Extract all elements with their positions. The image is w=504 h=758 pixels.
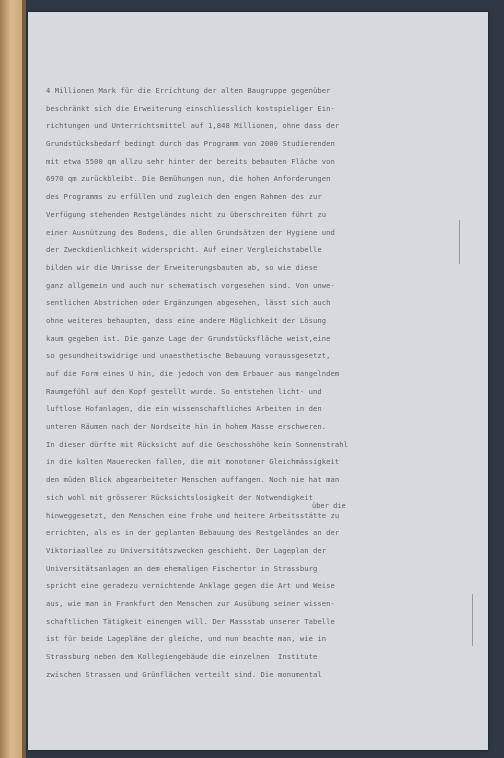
text-line: luftlose Hofanlagen, die ein wissenschaftliches Arbeiten in den: [46, 404, 322, 414]
text-line: Viktoriaallee zu Universitätszwecken geschieht. Der Lageplan der: [46, 545, 327, 555]
text-line: zwischen Strassen und Grünflächen verteilt sind. Die monumental: [46, 669, 322, 679]
text-line: 4 Millionen Mark für die Errichtung der alten Baugruppe gegenüber: [46, 86, 331, 95]
text-line: Universitätsanlagen an dem ehemaligen Fischertor in Strassburg: [46, 563, 318, 573]
text-line: In dieser dürfte mit Rücksicht auf die Geschosshöhe kein Sonnenstrahl: [46, 439, 349, 449]
text-line: aus, wie man in Frankfurt den Menschen zur Ausübung seiner wissen-: [46, 598, 335, 608]
text-line: sich wohl mit grösserer Rücksichtslosigkeit der Notwendigkeit: [46, 492, 314, 502]
text-line: 6970 qm zurückbleibt. Die Bemühungen nun, die hohen Anforderungen: [46, 174, 331, 184]
text-line: schaftlichen Tätigkeit einengen will. Der Massstab unserer Tabelle: [46, 616, 335, 626]
text-line: des Programms zu erfüllen und zugleich den engen Rahmen des zur: [46, 192, 322, 202]
text-line: unteren Räumen nach der Nordseite hin in hohem Masse erschweren.: [46, 422, 327, 432]
text-line: beschränkt sich die Erweiterung einschliesslich kostspieliger Ein-: [46, 103, 335, 113]
pencil-margin-mark: [459, 220, 460, 264]
text-line: ist für beide Lagepläne der gleiche, und nun beachte man, wie in: [46, 634, 327, 644]
text-line: den müden Blick abgearbeiteter Menschen auffangen. Noch nie hat man: [46, 475, 340, 485]
text-line: Strassburg neben dem Kollegiengebäude die einzelnen Institute: [46, 652, 318, 661]
text-line: mit etwa 5500 qm allzu sehr hinter der bereits bebauten Fläche von: [46, 156, 335, 166]
binder-edge: [22, 0, 26, 758]
text-line: bilden wir die Umrisse der Erweiterungsbauten ab, so wie diese: [46, 262, 318, 272]
text-line: Raumgefühl auf den Kopf gestellt wurde. So entstehen licht- und: [46, 386, 322, 396]
text-line: auf die Form eines U hin, die jedoch von dem Erbauer aus mangelndem: [46, 369, 340, 378]
pencil-margin-mark: [472, 594, 473, 646]
text-line: hinweggesetzt, den Menschen eine frohe und heitere Arbeitsstätte zu: [46, 510, 340, 520]
text-line: spricht eine geradezu vernichtende Anklage gegen die Art und Weise: [46, 581, 335, 591]
text-line: Grundstücksbedarf bedingt durch das Programm von 2000 Studierenden: [46, 139, 335, 149]
interlinear-correction: über die: [312, 502, 346, 510]
text-line: richtungen und Unterrichtsmittel auf 1,848 Millionen, ohne dass der: [46, 121, 340, 131]
text-line: Verfügung stehenden Restgeländes nicht zu überschreiten führt zu: [46, 209, 327, 219]
binder-spine: [0, 0, 24, 758]
text-line: der Zweckdienlichkeit widerspricht. Auf einer Vergleichstabelle: [46, 245, 322, 255]
text-line: sentlichen Abstrichen oder Ergänzungen abgesehen, lässt sich auch: [46, 298, 331, 308]
text-line: kaum gegeben ist. Die ganze Lage der Grundstücksfläche weist,eine: [46, 333, 331, 343]
text-line: ohne weiteres behaupten, dass eine andere Möglichkeit der Lösung: [46, 315, 327, 325]
text-line: in die kalten Mauerecken fallen, die mit monotoner Gleichmässigkeit: [46, 457, 340, 467]
text-line: so gesundheitswidrige und unaesthetische Bebauung voraussgesetzt,: [46, 351, 331, 361]
text-line: errichten, als es in der geplanten Bebauung des Restgeländes an der: [46, 528, 340, 538]
text-line: einer Ausnützung des Bodens, die allen Grundsätzen der Hygiene und: [46, 227, 335, 237]
text-line: ganz allgemein und auch nur schematisch vorgesehen sind. Von unwe-: [46, 280, 335, 290]
typed-text-body: [46, 82, 466, 683]
